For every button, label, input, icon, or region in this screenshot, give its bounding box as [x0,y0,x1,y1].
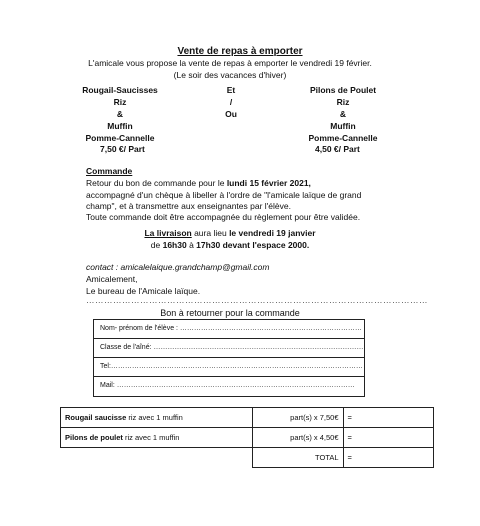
table-row [61,408,434,428]
form-field-mail[interactable] [94,377,364,396]
product-cell [61,408,253,428]
product-detail: riz avec 1 muffin [126,413,183,422]
commande-line-3: champ", et à transmettre aux enseignantes par l'élève. [86,201,291,211]
intro-subline: (Le soir des vacances d'hiver) [173,70,287,80]
amount-cell[interactable]: = [343,408,433,428]
product-name: Pilons de poulet [65,433,123,442]
menu-left-line: & [116,109,124,119]
livraison-text: de [150,240,163,250]
form-field-phone[interactable] [94,358,364,377]
commande-line-1 [86,178,311,188]
menu-left-line: Rougail-Saucisses [82,85,158,95]
price-right: 4,50 €/ Part [315,144,360,154]
form-field-label: Tel:……………………………………………………………………………………………… [100,363,363,370]
menu-right-line: & [339,109,347,119]
page-title: Vente de repas à emporter [177,46,303,57]
livraison-place: 17h30 devant l'espace 2000. [196,240,310,250]
menu-left-column [60,84,180,144]
intro-line: L'amicale vous propose la vente de repas à emporter le vendredi 19 février. [88,58,372,68]
form-field-label: Mail: ………………………………………………………………………………………… [100,382,355,389]
commande-line-4: Toute commande doit être accompagnée du règlement pour être validée. [86,212,361,222]
form-field-label: Classe de l'aîné: ……………………………………………………………………………… [100,344,364,351]
contact-email: contact : amicalelaique.grandchamp@gmail.com [86,262,270,272]
table-row [61,428,434,448]
menu-middle-line: Et [226,85,236,95]
commande-text: Retour du bon de commande pour le [86,178,227,188]
livraison-label: La livraison [144,228,192,238]
quantity-cell[interactable]: part(s) x 4,50€ [253,428,343,448]
cut-line: …………………………………………………………………………………………………… [86,295,428,305]
livraison-text: aura lieu [191,228,230,238]
price-left: 7,50 €/ Part [100,144,145,154]
quantity-cell[interactable]: part(s) x 7,50€ [253,408,343,428]
menu-left-line: Muffin [107,121,133,131]
menu-right-line: Pomme-Cannelle [308,133,378,143]
menu-right-column [278,84,408,144]
empty-cell [61,448,253,468]
form-title: Bon à retourner pour la commande [160,308,300,318]
order-table [60,407,434,468]
form-field-label: Nom- prénom de l'élève : …………………………………………………………………… [100,325,362,332]
table-row-total [61,448,434,468]
amount-cell[interactable]: = [343,428,433,448]
menu-left-line: Riz [113,97,127,107]
menu-right-line: Pilons de Poulet [309,85,377,95]
menu-middle-line: Ou [225,109,237,119]
signature: Le bureau de l'Amicale laïque. [86,286,201,296]
menu-right-line: Riz [336,97,350,107]
form-field-student-name[interactable] [94,320,364,339]
livraison-time: 16h30 [162,240,187,250]
commande-date: lundi 15 février 2021, [226,178,311,188]
form-field-class[interactable] [94,339,364,358]
greeting: Amicalement, [86,274,138,284]
livraison-line-2 [0,240,460,250]
product-cell [61,428,253,448]
menu-middle-column [206,84,256,120]
commande-line-2: accompagné d'un chèque à libeller à l'ordre de "l'amicale laïque de grand [86,190,362,200]
product-detail: riz avec 1 muffin [122,433,180,442]
total-amount-cell[interactable]: = [343,448,433,468]
livraison-date: le vendredi 19 janvier [229,228,316,238]
menu-right-line: Muffin [330,121,356,131]
order-form-box [93,319,365,397]
menu-left-line: Pomme-Cannelle [85,133,155,143]
livraison-line-1 [0,228,460,238]
product-name: Rougail saucisse [65,413,127,422]
commande-heading: Commande [86,166,133,176]
livraison-text: à [186,240,197,250]
total-label: TOTAL [253,448,343,468]
menu-middle-line: / [229,97,233,107]
